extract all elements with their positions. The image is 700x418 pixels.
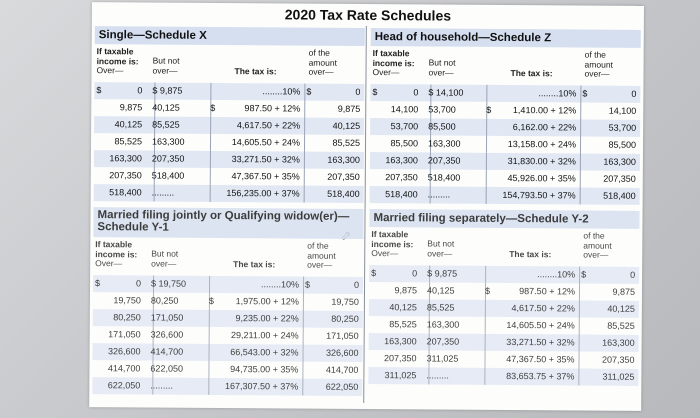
income-over: 0 [413,87,419,98]
income-but-not-over: 163,300 [151,136,185,147]
income-over: 163,300 [385,155,418,166]
column-header-text: amount [308,57,337,68]
tax-is: 156,235.00 + 37% [226,188,300,199]
income-but-not-over: $ 9,875 [427,268,458,279]
row-separator [303,294,304,311]
column-header-2 [234,67,276,77]
tax-is: 47,367.50 + 35% [231,171,300,182]
row-separator [580,102,581,119]
table-row [92,360,362,379]
income-but-not-over: $ 9,875 [152,85,183,96]
income-over: 207,350 [383,353,417,364]
row-separator [580,136,581,153]
tax-is: 29,211.00 + 24% [231,330,299,341]
income-over: 0 [412,268,418,279]
column-header-text: The tax is: [509,248,552,260]
column-header-2 [509,250,551,260]
row-separator [578,368,579,385]
table-row [370,169,640,188]
of-amount-over: 40,125 [332,120,361,131]
of-amount-over: 207,350 [603,173,636,184]
table-row [94,167,364,186]
schedule-heading: Married filing separately—Schedule Y-2 [369,209,639,229]
column-headers [369,227,639,267]
row-separator [579,334,580,351]
row-separator [485,266,486,283]
table-row [370,101,640,120]
table-row [94,99,364,118]
income-but-not-over: 207,350 [151,153,185,164]
column-header-text: The tax is: [234,66,277,77]
tax-is: 1,410.00 + 12% [512,105,577,116]
row-separator [579,266,580,283]
row-separator [304,101,305,118]
income-but-not-over: 622,050 [150,363,184,374]
column-header-0 [371,230,413,259]
schedule-z-head-of-household [370,28,641,205]
income-but-not-over: 85,500 [428,121,456,132]
of-amount-over: 40,125 [607,303,635,314]
of-amount-over: 0 [355,86,361,97]
table-row [94,116,364,135]
income-over: 40,125 [389,302,417,313]
tax-is: 4,617.50 + 22% [511,303,575,314]
row-separator [486,119,487,136]
dollar-sign: $ [581,269,587,280]
row-separator [304,186,305,203]
column-header-text: If taxable [96,46,134,57]
of-amount-over: 163,300 [602,337,635,348]
income-over: 326,600 [107,346,141,357]
schedule-heading: Head of household—Schedule Z [371,28,641,48]
table-row [370,152,640,171]
income-over: 80,250 [113,312,141,323]
row-separator [578,351,579,368]
column-header-1 [151,249,178,268]
table-row [369,333,639,352]
row-separator [579,283,580,300]
column-header-text: over— [428,66,454,78]
row-separator [209,327,210,344]
income-over: 53,700 [390,121,419,132]
tax-is: 45,926.00 + 35% [507,172,576,184]
column-header-text: over— [584,68,610,79]
tax-is: 33,271.50 + 32% [506,336,575,348]
income-but-not-over: 518,400 [427,172,461,183]
row-separator [210,134,211,151]
column-header-text: amount [584,59,613,70]
column-header-text: income is: [371,238,414,249]
tax-is: ........10% [262,86,301,97]
row-separator [304,152,305,169]
of-amount-over: 80,250 [331,313,359,324]
row-separator [210,185,211,202]
column-header-0 [372,49,414,78]
income-but-not-over: 53,700 [428,104,456,115]
dollar-sign: $ [371,268,377,279]
column-header-text: The tax is: [510,67,553,79]
row-separator [486,136,487,153]
dollar-sign: $ [95,278,101,289]
income-but-not-over: 326,600 [150,329,184,340]
income-but-not-over: ......... [151,187,175,198]
income-over: 207,350 [109,170,142,181]
column-header-text: over— [152,64,178,76]
row-separator [304,135,305,152]
column-header-3 [584,51,613,80]
of-amount-over: 53,700 [608,122,637,133]
income-but-not-over: 414,700 [150,346,184,357]
column-header-text: income is: [372,57,415,68]
income-over: 40,125 [114,119,143,130]
column-header-text: amount [583,240,612,251]
tax-is: 47,367.50 + 35% [506,353,575,365]
row-separator [304,84,305,101]
of-amount-over: 14,100 [608,105,637,116]
income-over: 163,300 [384,336,417,347]
income-over: 9,875 [119,102,143,113]
income-over: 85,525 [389,319,417,330]
tax-is: 13,158.00 + 24% [507,138,577,150]
income-but-not-over: $ 19,750 [151,278,187,289]
schedule-x-single [94,26,365,203]
income-but-not-over: ......... [426,370,449,381]
income-over: 518,400 [385,189,418,200]
column-header-text: But not [427,238,455,249]
income-over: 0 [135,278,142,289]
table-row [369,282,639,301]
of-amount-over: 0 [631,88,637,99]
income-over: 0 [137,85,143,96]
column-header-text: Over— [372,67,400,78]
table-row [370,118,640,137]
row-separator [579,300,580,317]
table-row [370,84,640,103]
row-separator [580,119,581,136]
income-but-not-over: 85,525 [426,302,455,313]
row-separator [210,117,211,134]
row-separator [303,328,304,345]
income-but-not-over: 171,050 [150,312,184,323]
row-separator [580,85,581,102]
income-but-not-over: 85,525 [152,119,180,130]
column-header-1 [427,239,454,258]
column-header-text: If taxable [372,48,410,59]
column-header-text: But not [151,248,179,259]
income-over: 85,525 [114,136,143,147]
income-over: 9,875 [394,285,418,296]
tax-is: 1,975.00 + 12% [235,296,299,307]
column-header-2 [233,260,275,270]
tax-is: 154,793.50 + 37% [502,189,576,201]
of-amount-over: 414,700 [325,364,359,375]
table-row [370,135,640,154]
income-but-not-over: $ 14,100 [428,87,464,98]
table-row [93,275,363,294]
column-header-text: But not [152,55,180,66]
income-but-not-over: 40,125 [426,285,455,296]
row-separator [302,362,303,379]
tax-is: 33,271.50 + 32% [231,154,300,165]
table-row [369,265,639,284]
of-amount-over: 9,875 [612,286,636,297]
dollar-sign: $ [208,295,214,306]
tax-is: 167,307.50 + 37% [224,381,299,392]
schedule-y1-married-jointly [92,207,363,396]
column-header-text: amount [307,250,336,261]
income-over: 622,050 [107,380,141,391]
income-but-not-over: 163,300 [426,319,460,330]
row-separator [580,187,581,204]
income-but-not-over: 207,350 [427,155,461,166]
dollar-sign: $ [372,87,378,98]
column-header-text: The tax is: [233,259,276,270]
tax-is: 987.50 + 12% [244,103,301,114]
column-header-text: of the [584,49,606,60]
of-amount-over: 9,875 [337,103,361,114]
tax-is: 31,830.00 + 32% [507,155,576,167]
dollar-sign: $ [306,86,312,97]
dollar-sign: $ [305,279,311,290]
column-header-text: over— [427,247,453,259]
row-separator [485,317,486,334]
income-over: 163,300 [109,153,142,164]
column-header-1 [428,58,455,77]
tax-is: 83,653.75 + 37% [506,370,575,382]
table-row [94,184,364,203]
column-header-text: income is: [96,55,139,66]
column-header-text: Over— [96,65,124,76]
row-separator [580,170,581,187]
column-headers [94,44,364,84]
of-amount-over: 326,600 [325,347,359,358]
column-header-text: over— [583,249,609,260]
row-separator [209,344,210,361]
column-header-text: Over— [371,248,399,259]
row-separator [303,277,304,294]
column-header-text: over— [151,257,177,269]
schedule-y2-married-separately [368,209,639,386]
table-row [93,343,363,362]
table-row [94,133,364,152]
income-but-not-over: 80,250 [150,295,179,306]
of-amount-over: 0 [353,279,360,290]
row-separator [209,310,210,327]
column-header-1 [152,56,179,75]
table-row [93,326,363,345]
of-amount-over: 171,050 [326,330,359,341]
tax-is: 14,605.50 + 24% [231,137,301,148]
of-amount-over: 518,400 [603,190,636,201]
of-amount-over: 163,300 [327,154,360,165]
of-amount-over: 311,025 [602,371,635,382]
of-amount-over: 85,525 [332,137,361,148]
tax-is: 66,543.00 + 32% [230,347,299,358]
column-header-text: income is: [95,248,138,259]
tax-is: ........10% [260,279,300,290]
dollar-sign: $ [484,285,491,296]
of-amount-over: 19,750 [331,296,359,307]
income-over: 414,700 [107,363,141,374]
table-row [368,350,638,369]
tax-is: 9,235.00 + 22% [235,313,299,324]
schedule-heading: Married filing jointly or Qualifying widow(er)—Schedule Y-1 [93,207,363,239]
dollar-sign: $ [210,102,216,113]
column-header-text: of the [308,47,330,58]
table-row [92,377,362,396]
column-header-3 [307,242,336,271]
column-header-text: over— [307,259,333,270]
of-amount-over: 85,525 [607,320,635,331]
column-header-0 [95,240,137,269]
row-separator [303,345,304,362]
row-separator [304,118,305,135]
column-header-text: over— [308,66,334,77]
dollar-sign: $ [582,88,588,99]
income-but-not-over: 311,025 [426,353,459,364]
column-headers [93,237,363,277]
row-separator [580,153,581,170]
table-row [93,292,363,311]
income-over: 171,050 [108,329,141,340]
column-header-text: of the [307,240,329,251]
row-separator [484,368,485,385]
row-separator [304,169,305,186]
row-separator [485,300,486,317]
income-over: 85,500 [390,138,419,149]
row-separator [486,187,487,204]
of-amount-over: 85,500 [608,139,637,150]
schedule-heading: Single—Schedule X [95,26,365,46]
row-separator [210,151,211,168]
row-separator [579,317,580,334]
row-separator [303,311,304,328]
income-but-not-over: ......... [150,380,173,391]
column-header-2 [510,69,552,79]
tax-is: ........10% [537,269,576,280]
income-over: 19,750 [113,295,141,306]
column-header-text: If taxable [95,239,133,250]
of-amount-over: 518,400 [327,188,360,199]
income-over: 518,400 [109,187,142,198]
column-header-text: If taxable [371,229,409,240]
of-amount-over: 163,300 [603,156,636,167]
dollar-sign: $ [486,104,492,115]
column-headers [370,46,640,86]
row-separator [302,379,303,396]
row-separator [486,153,487,170]
row-separator [210,168,211,185]
column-header-text: But not [428,57,456,68]
of-amount-over: 207,350 [327,171,360,182]
column-header-0 [96,47,138,76]
tax-is: 4,617.50 + 22% [236,120,301,131]
column-header-text: of the [583,230,605,241]
income-but-not-over: ......... [427,189,451,200]
income-over: 311,025 [384,370,417,381]
tax-is: 14,605.50 + 24% [506,319,575,331]
income-over: 14,100 [390,104,419,115]
row-separator [484,351,485,368]
income-but-not-over: 518,400 [151,170,185,181]
table-row [369,299,639,318]
table-row [368,367,638,386]
table-row [370,186,640,205]
column-header-3 [583,232,612,261]
row-separator [208,378,209,395]
of-amount-over: 622,050 [325,381,359,392]
row-separator [209,276,210,293]
row-separator [486,170,487,187]
tax-rate-schedule-sheet [89,2,644,411]
column-header-text: Over— [95,258,123,269]
row-separator [210,83,211,100]
table-row [369,316,639,335]
of-amount-over: 207,350 [601,354,635,365]
tax-is: 6,162.00 + 22% [512,122,577,133]
income-over: 207,350 [385,172,418,183]
column-header-3 [308,49,337,78]
page-title: 2020 Tax Rate Schedules [284,6,452,24]
income-but-not-over: 163,300 [427,138,461,149]
table-row [94,150,364,169]
table-row [94,82,364,101]
row-separator [208,361,209,378]
dollar-sign: $ [96,85,102,96]
tax-is: 94,735.00 + 35% [230,364,299,375]
row-separator [485,334,486,351]
table-row [93,309,363,328]
of-amount-over: 0 [630,269,636,280]
tax-is: 987.50 + 12% [519,286,576,297]
income-but-not-over: 40,125 [152,102,180,113]
tax-is: ........10% [538,88,577,99]
row-separator [486,85,487,102]
income-but-not-over: 207,350 [426,336,460,347]
